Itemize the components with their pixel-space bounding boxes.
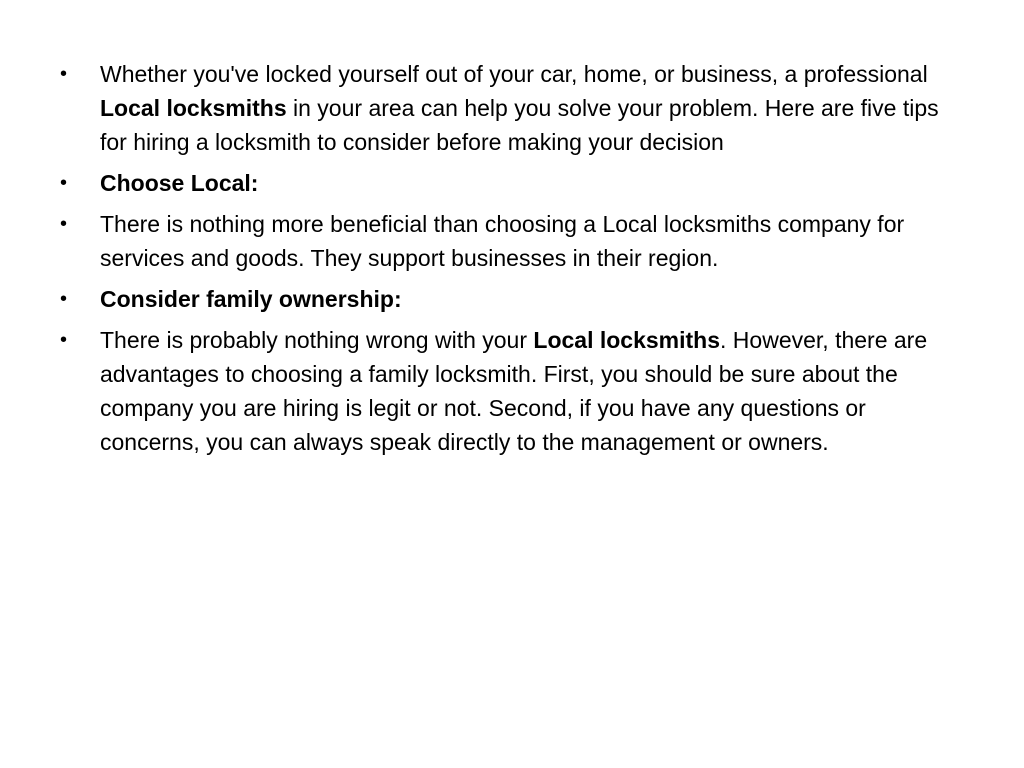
bullet-text-bold-segment: Consider family ownership: — [100, 286, 402, 312]
bullet-text-bold-segment: Choose Local: — [100, 170, 259, 196]
bullet-item — [60, 57, 960, 159]
bullet-marker: • — [60, 288, 68, 310]
bullet-item — [60, 282, 960, 316]
bullet-list — [60, 57, 960, 466]
bullet-text-segment: There is probably nothing wrong with your — [100, 327, 534, 353]
bullet-heading — [100, 170, 258, 196]
bullet-text — [100, 61, 939, 155]
bullet-text — [100, 211, 904, 271]
bullet-text-bold-segment: Local locksmiths — [100, 95, 287, 121]
bullet-text-segment: . However, there are advantages to choosing a family locksmith. First, you should be sure about the company you are hiring is legit or not. Second, if you have any questions or concerns, you can always speak directly to the management or owners. — [100, 327, 928, 455]
bullet-item — [60, 207, 960, 275]
bullet-item — [60, 166, 960, 200]
bullet-text-bold-segment: Local locksmiths — [533, 327, 721, 353]
bullet-heading — [100, 286, 402, 312]
bullet-text-segment: in your area can help you solve your problem. Here are five tips for hiring a locksmith to consider before making your decision — [100, 95, 939, 155]
bullet-text — [100, 327, 927, 455]
bullet-marker: • — [60, 172, 68, 194]
bullet-text-segment: There is nothing more beneficial than choosing a Local locksmiths company for services and goods. They support businesses in their region. — [100, 211, 905, 271]
bullet-text-segment: Whether you've locked yourself out of your car, home, or business, a professional — [100, 61, 928, 87]
bullet-marker: • — [60, 213, 68, 235]
bullet-marker: • — [60, 329, 68, 351]
bullet-marker: • — [60, 63, 68, 85]
bullet-item — [60, 323, 960, 459]
